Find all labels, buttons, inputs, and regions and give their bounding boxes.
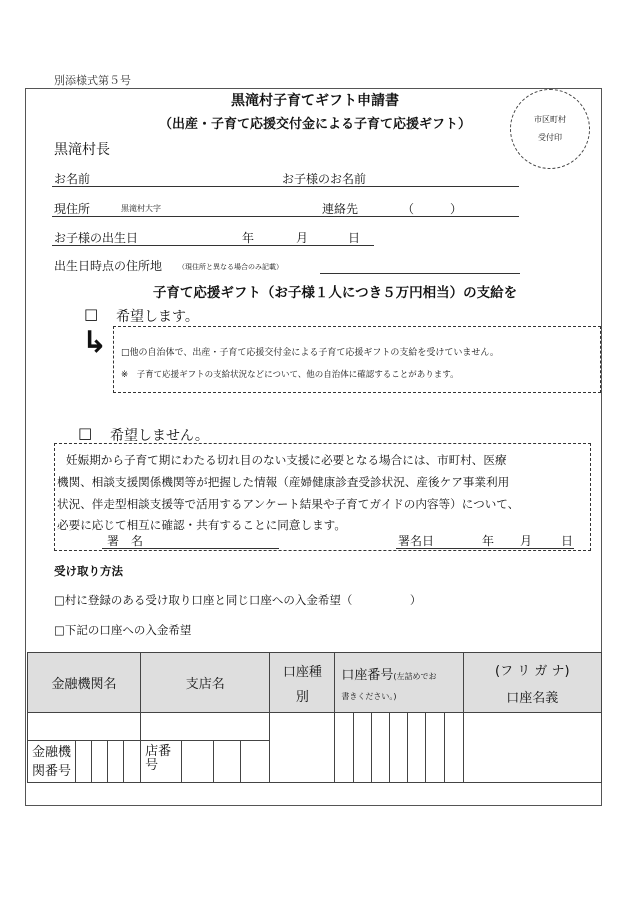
- sign-month-label: 月: [520, 534, 533, 548]
- account-type-cell[interactable]: [270, 713, 335, 783]
- bank-code-digit-1[interactable]: [76, 741, 92, 783]
- consent-line-2: 機関、相談支援関係機関等が把握した情報（産婦健康診査受診状況、産後ケア事業利用: [57, 475, 510, 489]
- consent-line-1: 妊娠期から子育て期にわたる切れ目のない支援に必要となる場合には、市町村、医療: [66, 453, 507, 467]
- confirmation-note: ※ 子育て応援ギフトの支給状況などについて、他の自治体に確認することがあります。: [121, 370, 459, 380]
- branch-name-cell[interactable]: [141, 713, 270, 741]
- bank-code-digit-2[interactable]: [92, 741, 108, 783]
- branch-name-header: 支店名: [141, 653, 270, 713]
- address-input[interactable]: [170, 200, 310, 214]
- account-holder-header: [463, 653, 601, 713]
- child-name-label: お子様のお名前: [282, 172, 367, 186]
- bank-name-cell[interactable]: [28, 713, 141, 741]
- address-value: 黒滝村大字: [121, 204, 161, 213]
- contact-input[interactable]: [370, 200, 510, 214]
- account-number-label: 口座番号: [341, 667, 394, 683]
- birth-month-label: 月: [296, 231, 309, 245]
- bank-code-line-1: 金融機: [32, 744, 72, 760]
- birth-year-input[interactable]: [190, 229, 238, 243]
- gift-heading: 子育て応援ギフト（お子様１人につき５万円相当）の支給を: [152, 285, 518, 301]
- child-name-input[interactable]: [380, 172, 510, 186]
- address-line: [52, 216, 519, 217]
- receipt-option-registered[interactable]: □村に登録のある受け取り口座と同じ口座への入金希望（ ）: [54, 593, 422, 607]
- bank-account-table: [27, 652, 602, 783]
- account-digit-7[interactable]: [444, 713, 463, 783]
- account-type-line-2: 別: [295, 689, 309, 705]
- account-digit-2[interactable]: [354, 713, 372, 783]
- contact-label: 連絡先: [322, 202, 359, 216]
- page-subtitle: （出産・子育て応援交付金による子育て応援ギフト）: [158, 117, 471, 132]
- account-number-header: [335, 653, 463, 713]
- birth-address-line[interactable]: [320, 273, 520, 274]
- not-want-label: 希望しません。: [110, 428, 209, 444]
- name-label: お名前: [54, 172, 91, 186]
- want-checkbox[interactable]: □: [84, 305, 99, 323]
- account-type-header: [270, 653, 335, 713]
- branch-code-digit-3[interactable]: [241, 741, 270, 783]
- birth-address-note: （現住所と異なる場合のみ記載）: [178, 263, 283, 271]
- branch-code-label: 店番号: [141, 741, 182, 783]
- other-municipality-box: [113, 326, 601, 393]
- addressee: 黒滝村長: [54, 142, 110, 158]
- account-digit-1[interactable]: [335, 713, 354, 783]
- consent-line-3: 状況、伴走型相談支援等で活用するアンケート結果や子育てガイドの内容等）について、: [57, 497, 520, 511]
- birth-address-label: 出生日時点の住所地: [54, 259, 163, 273]
- want-label: 希望します。: [116, 309, 199, 325]
- receipt-option-account[interactable]: □下記の口座への入金希望: [54, 623, 192, 637]
- consent-line-4: 必要に応じて相互に確認・共有することに同意します。: [57, 518, 346, 532]
- birthdate-label: お子様の出生日: [54, 231, 139, 245]
- branch-code-digit-1[interactable]: [182, 741, 214, 783]
- sign-day-label: 日: [561, 534, 574, 548]
- receipt-heading: 受け取り方法: [54, 564, 123, 578]
- not-want-checkbox[interactable]: □: [78, 424, 93, 442]
- contact-paren: （ ）: [402, 202, 463, 216]
- account-digit-6[interactable]: [426, 713, 444, 783]
- arrow-icon: ↳: [82, 325, 108, 360]
- name-input[interactable]: [190, 172, 270, 186]
- other-municipality-check[interactable]: □他の自治体で、出産・子育て応援交付金による子育て応援ギフトの支給を受けていません。: [121, 348, 499, 358]
- signature-label: 署 名: [107, 534, 144, 548]
- account-type-line-1: 口座種: [282, 664, 322, 680]
- bank-code-digit-4[interactable]: [124, 741, 141, 783]
- reception-stamp-area: [510, 89, 590, 169]
- birth-year-label: 年: [242, 231, 255, 245]
- stamp-line-1: 市区町村: [534, 115, 566, 124]
- account-number-note-2: 書きください。): [341, 691, 397, 701]
- account-digit-3[interactable]: [372, 713, 390, 783]
- page-title: 黒滝村子育てギフト申請書: [231, 93, 399, 109]
- account-holder-label: 口座名義: [506, 690, 559, 706]
- account-digit-4[interactable]: [390, 713, 408, 783]
- bank-code-line-2: 関番号: [32, 763, 72, 779]
- birth-day-label: 日: [348, 231, 361, 245]
- bank-code-digit-3[interactable]: [108, 741, 124, 783]
- sign-date-label: 署名日: [398, 534, 435, 548]
- sign-year-label: 年: [482, 534, 495, 548]
- bank-name-header: 金融機関名: [28, 653, 141, 713]
- account-holder-cell[interactable]: [463, 713, 601, 783]
- branch-code-digit-2[interactable]: [214, 741, 241, 783]
- form-number-label: 別添様式第５号: [54, 74, 131, 87]
- account-number-note-1: (左詰めでお: [393, 671, 437, 681]
- furigana-label: (フ リ ガ ナ): [495, 663, 570, 679]
- account-digit-5[interactable]: [408, 713, 426, 783]
- birthdate-line: [52, 245, 374, 246]
- stamp-line-2: 受付印: [538, 133, 562, 142]
- bank-code-label: [28, 741, 76, 783]
- signature-line[interactable]: [102, 548, 279, 549]
- sign-date-line[interactable]: [396, 548, 574, 549]
- address-label: 現住所: [54, 202, 91, 216]
- name-line: [52, 186, 519, 187]
